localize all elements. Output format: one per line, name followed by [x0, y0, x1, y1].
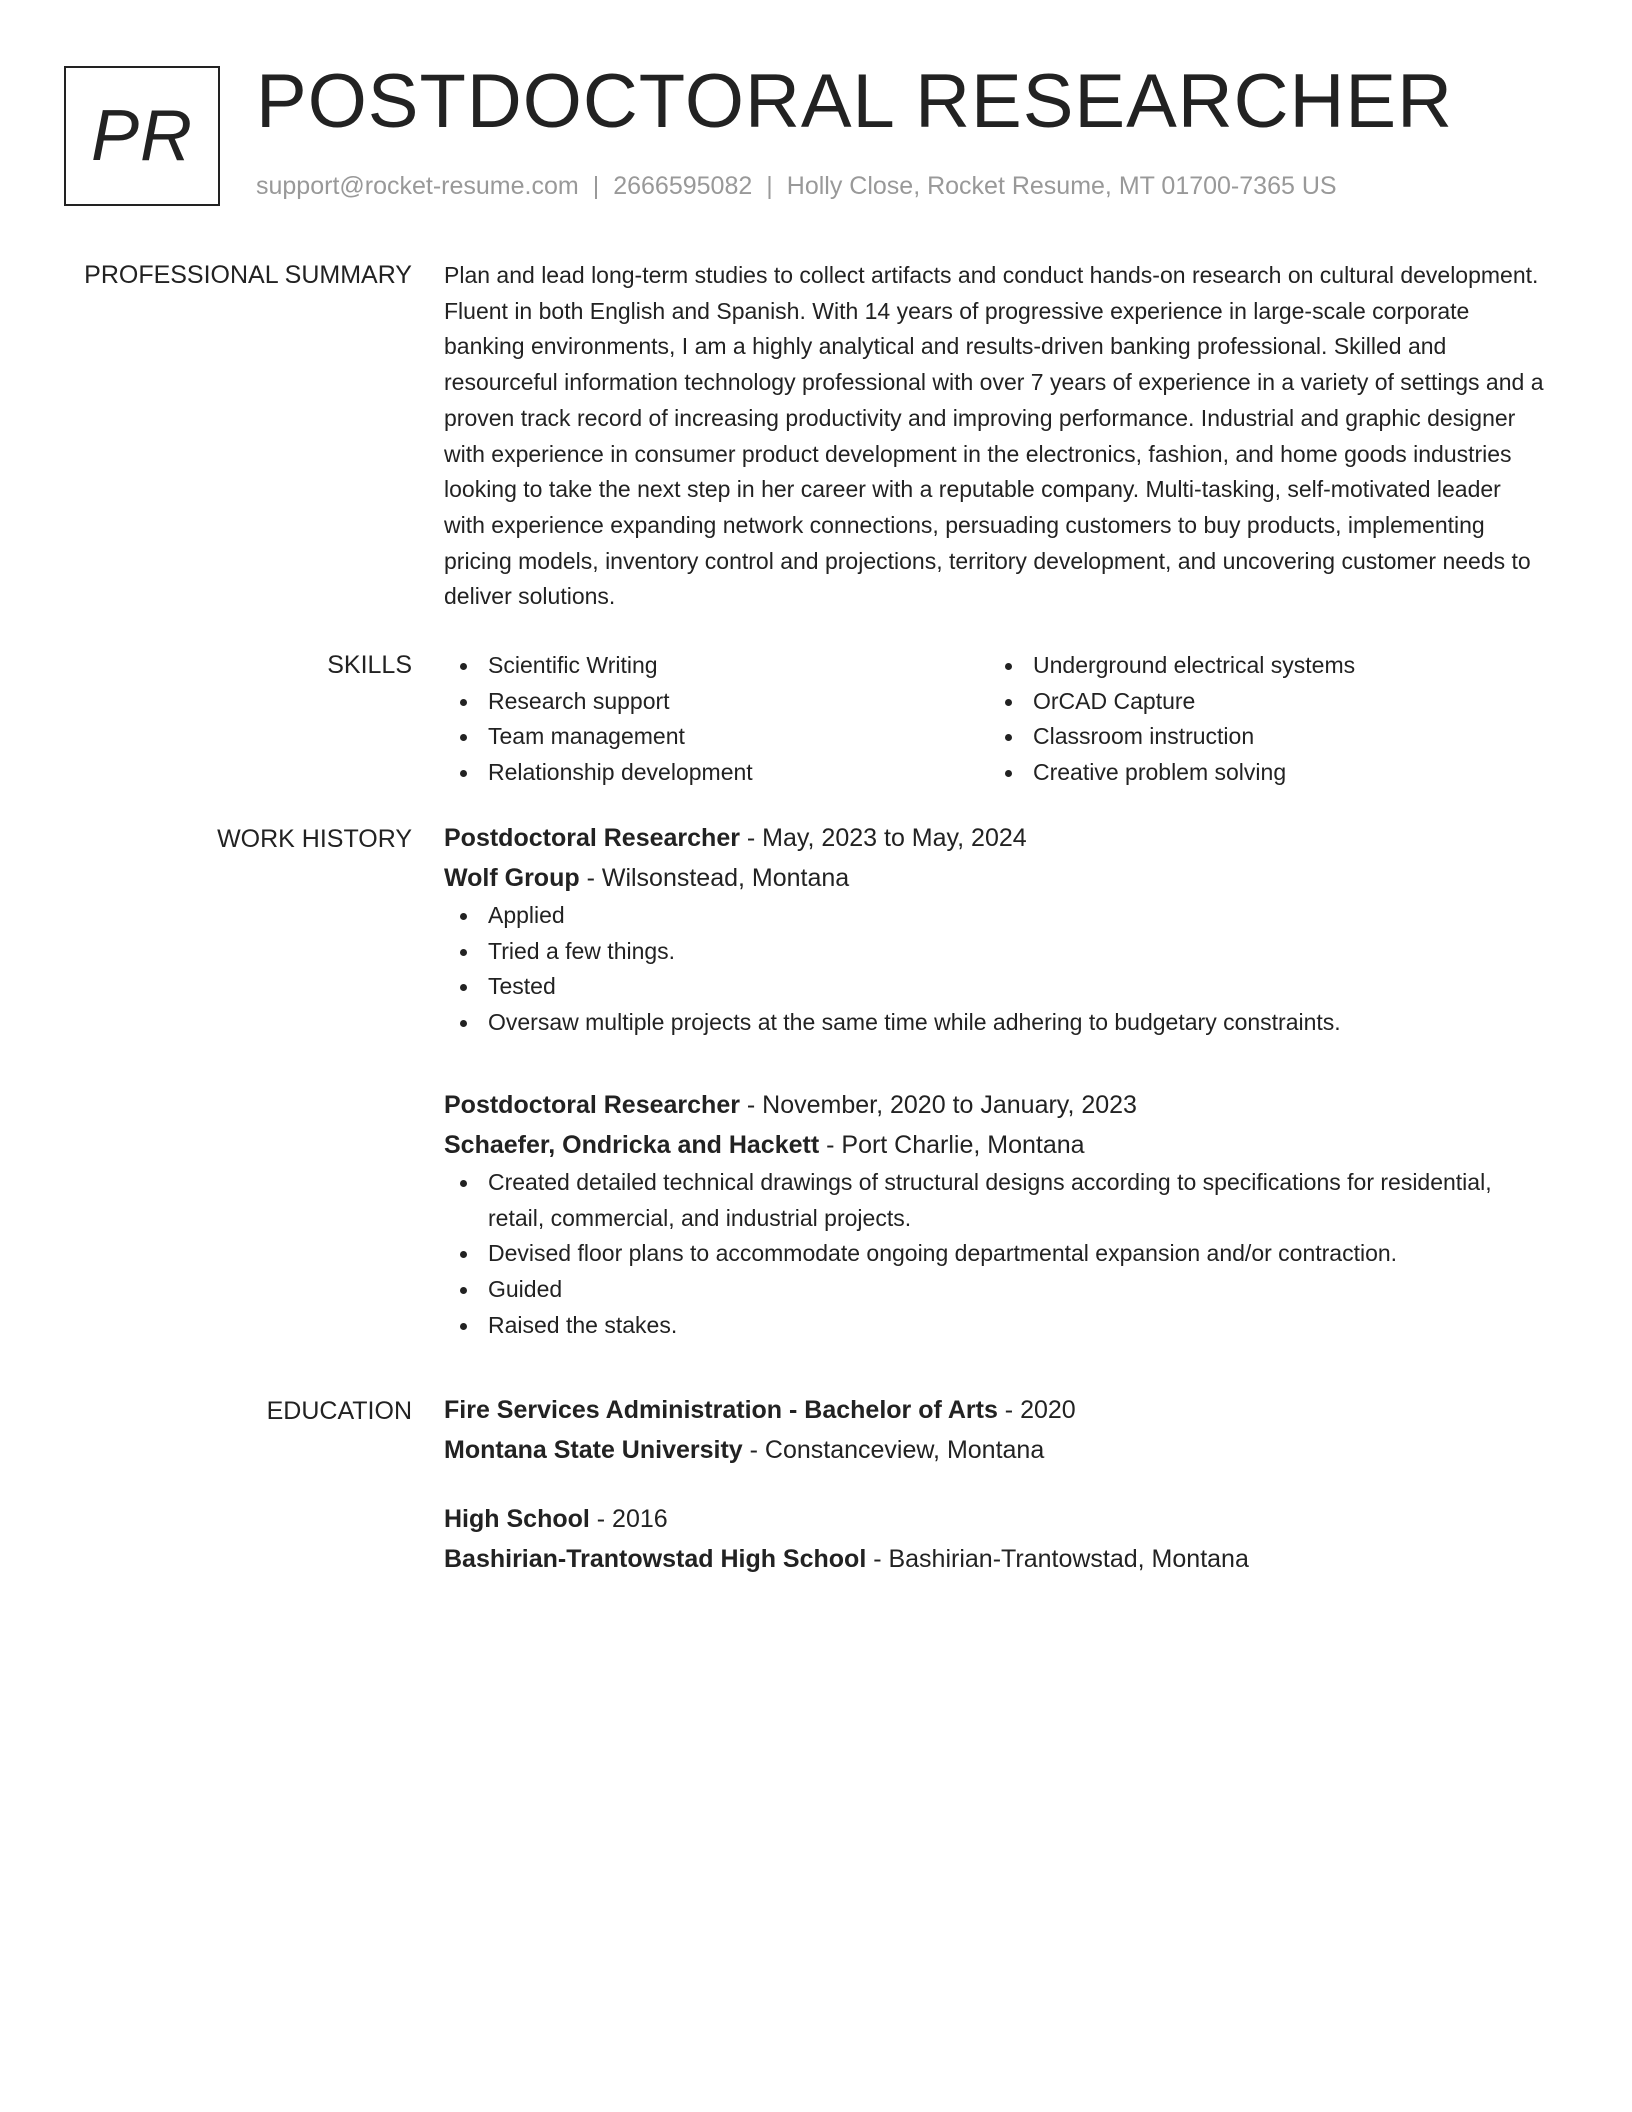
summary-body: [444, 258, 1544, 615]
job-title-line: [444, 818, 1544, 858]
skill-item: Classroom instruction: [989, 719, 1534, 755]
job-entry: [444, 1085, 1544, 1344]
education-degree: Fire Services Administration - Bachelor of Arts: [444, 1396, 998, 1424]
job-company-line: [444, 1125, 1544, 1165]
education-entry: [444, 1390, 1544, 1470]
skill-item: Scientific Writing: [444, 648, 989, 684]
education-entry: [444, 1499, 1544, 1579]
job-dates: - November, 2020 to January, 2023: [739, 1091, 1137, 1119]
skills-column-right: [989, 648, 1534, 791]
contact-phone[interactable]: 2666595082: [613, 172, 753, 200]
skill-item: Underground electrical systems: [989, 648, 1534, 684]
job-duty: Tested: [444, 969, 1544, 1005]
education-location: - Bashirian-Trantowstad, Montana: [866, 1545, 1249, 1573]
skills-column-left: [444, 648, 989, 791]
monogram-box: [64, 66, 220, 206]
education-degree-line: [444, 1499, 1544, 1539]
job-duties: [444, 898, 1544, 1041]
skill-item: OrCAD Capture: [989, 684, 1534, 720]
skills-list: [444, 648, 1544, 791]
contact-email[interactable]: support@rocket-resume.com: [256, 172, 579, 200]
job-duty: Oversaw multiple projects at the same time while adhering to budgetary constraints.: [444, 1005, 1544, 1041]
job-duty: Created detailed technical drawings of structural designs according to specifications for residential, retail, commercial, and industrial projects.: [444, 1165, 1544, 1236]
job-location: - Port Charlie, Montana: [819, 1131, 1085, 1159]
job-duty: Applied: [444, 898, 1544, 934]
contact-line: [256, 172, 1337, 201]
monogram-initials: PR: [90, 96, 194, 176]
job-company-line: [444, 858, 1544, 898]
summary-heading: PROFESSIONAL SUMMARY: [84, 261, 412, 289]
education-year: - 2016: [589, 1505, 668, 1533]
contact-separator: |: [592, 172, 600, 200]
skill-item: Relationship development: [444, 755, 989, 791]
job-title-line: [444, 1085, 1544, 1125]
job-title: Postdoctoral Researcher: [444, 1091, 740, 1119]
job-duty: Devised floor plans to accommodate ongoing departmental expansion and/or contraction.: [444, 1236, 1544, 1272]
education-year: - 2020: [997, 1396, 1076, 1424]
skill-item: Creative problem solving: [989, 755, 1534, 791]
job-entry: [444, 818, 1544, 1041]
job-duty: Guided: [444, 1272, 1544, 1308]
education-location: - Constanceview, Montana: [742, 1436, 1045, 1464]
education-school-line: [444, 1430, 1544, 1470]
education-degree-line: [444, 1390, 1544, 1430]
education-school: Bashirian-Trantowstad High School: [444, 1545, 867, 1573]
job-company: Schaefer, Ondricka and Hackett: [444, 1131, 820, 1159]
education-heading: EDUCATION: [266, 1397, 412, 1425]
job-dates: - May, 2023 to May, 2024: [739, 824, 1027, 852]
job-duty: Raised the stakes.: [444, 1308, 1544, 1344]
resume-title: POSTDOCTORAL RESEARCHER: [256, 59, 1453, 144]
job-duties: [444, 1165, 1544, 1344]
education-school: Montana State University: [444, 1436, 743, 1464]
skill-item: Team management: [444, 719, 989, 755]
job-duty: Tried a few things.: [444, 934, 1544, 970]
education-school-line: [444, 1539, 1544, 1579]
skills-heading: SKILLS: [327, 651, 412, 679]
contact-address: Holly Close, Rocket Resume, MT 01700-7365 US: [786, 172, 1337, 200]
job-title: Postdoctoral Researcher: [444, 824, 740, 852]
job-location: - Wilsonstead, Montana: [579, 864, 850, 892]
job-company: Wolf Group: [444, 864, 580, 892]
work-history-heading: WORK HISTORY: [217, 825, 412, 853]
contact-separator: |: [766, 172, 773, 200]
summary-text: Plan and lead long-term studies to collect artifacts and conduct hands-on research on cultural development. Fluent in both English and Spanish. With 14 years of progressive experience in large-scale corporate banking environments, I am a highly analytical and results-driven banking professional. Skilled and resourceful information technology professional with over 7 years of experience in a variety of settings and a proven track record of increasing productivity and improving performance. Industrial and graphic designer with experience in consumer product development in the electronics, fashion, and home goods industries looking to take the next step in her career with a reputable company. Multi-tasking, self-motivated leader with experience expanding network connections, persuading customers to buy products, implementing pricing models, inventory control and projections, territory development, and uncovering customer needs to deliver solutions.: [444, 262, 1544, 610]
education-degree: High School: [444, 1505, 590, 1533]
skill-item: Research support: [444, 684, 989, 720]
